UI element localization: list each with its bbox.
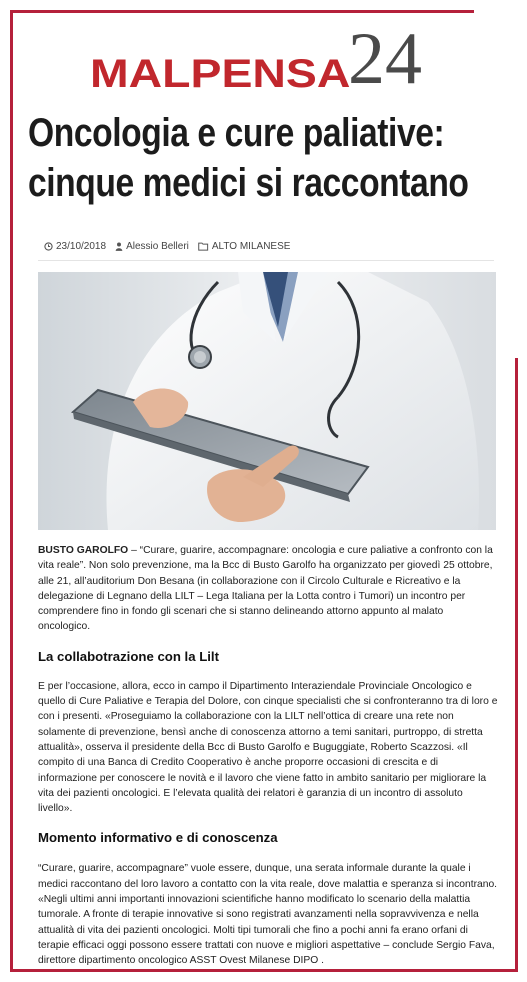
section-heading-momento: Momento informativo e di conoscenza [38,830,278,846]
user-icon [115,242,123,251]
headline-line-1: Oncologia e cure paliative: [28,111,445,155]
meta-author[interactable] [115,241,189,252]
article-headline [28,108,515,208]
lead-place: BUSTO GAROLFO [38,545,129,556]
doctor-tablet-illustration [38,272,496,530]
frame-right-border [515,358,518,972]
section-heading-lilt: La collabotrazione con la Lilt [38,648,219,664]
frame-left-border [10,10,13,972]
lead-paragraph [38,543,498,635]
meta-category[interactable] [198,241,291,252]
meta-category-text: ALTO MILANESE [211,241,291,252]
clock-icon [44,242,53,251]
frame-top-border [10,10,474,13]
masthead-logo[interactable] [0,18,527,100]
section-paragraph-momento: “Curare, guarire, accompagnare” vuole essere, dunque, una serata informale durante la quale i medici raccontano del loro lavoro a contatto con la vita reale, dove malattia e speranza si incontrano. «Negli ultimi anni importanti innovazioni scientifiche hanno modificato lo scenario della malattia tumorale. A fronte di terapie innovative si sono registrati avanzamenti nella sopravvivenza e nella attualità di vita dei pazienti oncologici. Molti tipi tumorali che fino a pochi anni fa erano orfani di terapie efficaci oggi possono essere trattati con nuove e migliori aspettative – conclude Sergio Fava, direttore dipartimento oncologico ASST Ovest Milanese DIPO . [38,863,498,967]
article-meta [44,241,290,252]
meta-divider [38,260,494,261]
meta-date-text: 23/10/2018 [56,241,107,252]
logo-word: MALPENSA [90,52,351,96]
logo-number: 24 [348,18,422,100]
folder-icon [198,242,209,251]
meta-author-text: Alessio Belleri [126,241,189,252]
section-paragraph-lilt: E per l’occasione, allora, ecco in campo il Dipartimento Interaziendale Provinciale Oncologico e quello di Cure Paliative e Terapia del Dolore, con cinque specialisti che si confronteranno tra di loro e con i presenti. «Proseguiamo la collaborazione con la LILT nell’ottica di creare una rete non solamente di prevenzione, bensì anche di conoscenza attorno a temi sanitari, purtroppo, di stretta attualità», osserva il presidente della Bcc di Busto Garolfo e Buguggiate, Roberto Scazzosi. «Il compito di una Banca di Credito Cooperativo è anche proporre occasioni di crescita e di informazione per conoscere le novità e il lavoro che viene fatto in ambito sanitario per migliorare la vita dei pazienti oncologici. E l’elevata qualità dei relatori è garanzia di un incontro di assoluto livello». [38,680,498,815]
article-body [38,543,498,969]
meta-date [44,241,106,252]
article-photo [38,272,496,530]
lead-text: – “Curare, guarire, accompagnare: oncologia e cure paliative a confronto con la vita reale”. Non solo prevenzione, ma la Bcc di Busto Garolfo ha organizzato per giovedì 25 ottobre, alle 21, all’auditorium Don Besana (in collaborazione con il Circolo Culturale e Ricreativo e la delegazione di Legnano della LILT – Lega Italiana per la Lotta contro i Tumori) un incontro per comprendere fino in fondo gli scenari che si stanno delineando attorno appunto al malato oncologico. [38,545,493,633]
headline-line-2: cinque medici si raccontano [28,161,469,205]
frame-bottom-border [10,969,518,972]
